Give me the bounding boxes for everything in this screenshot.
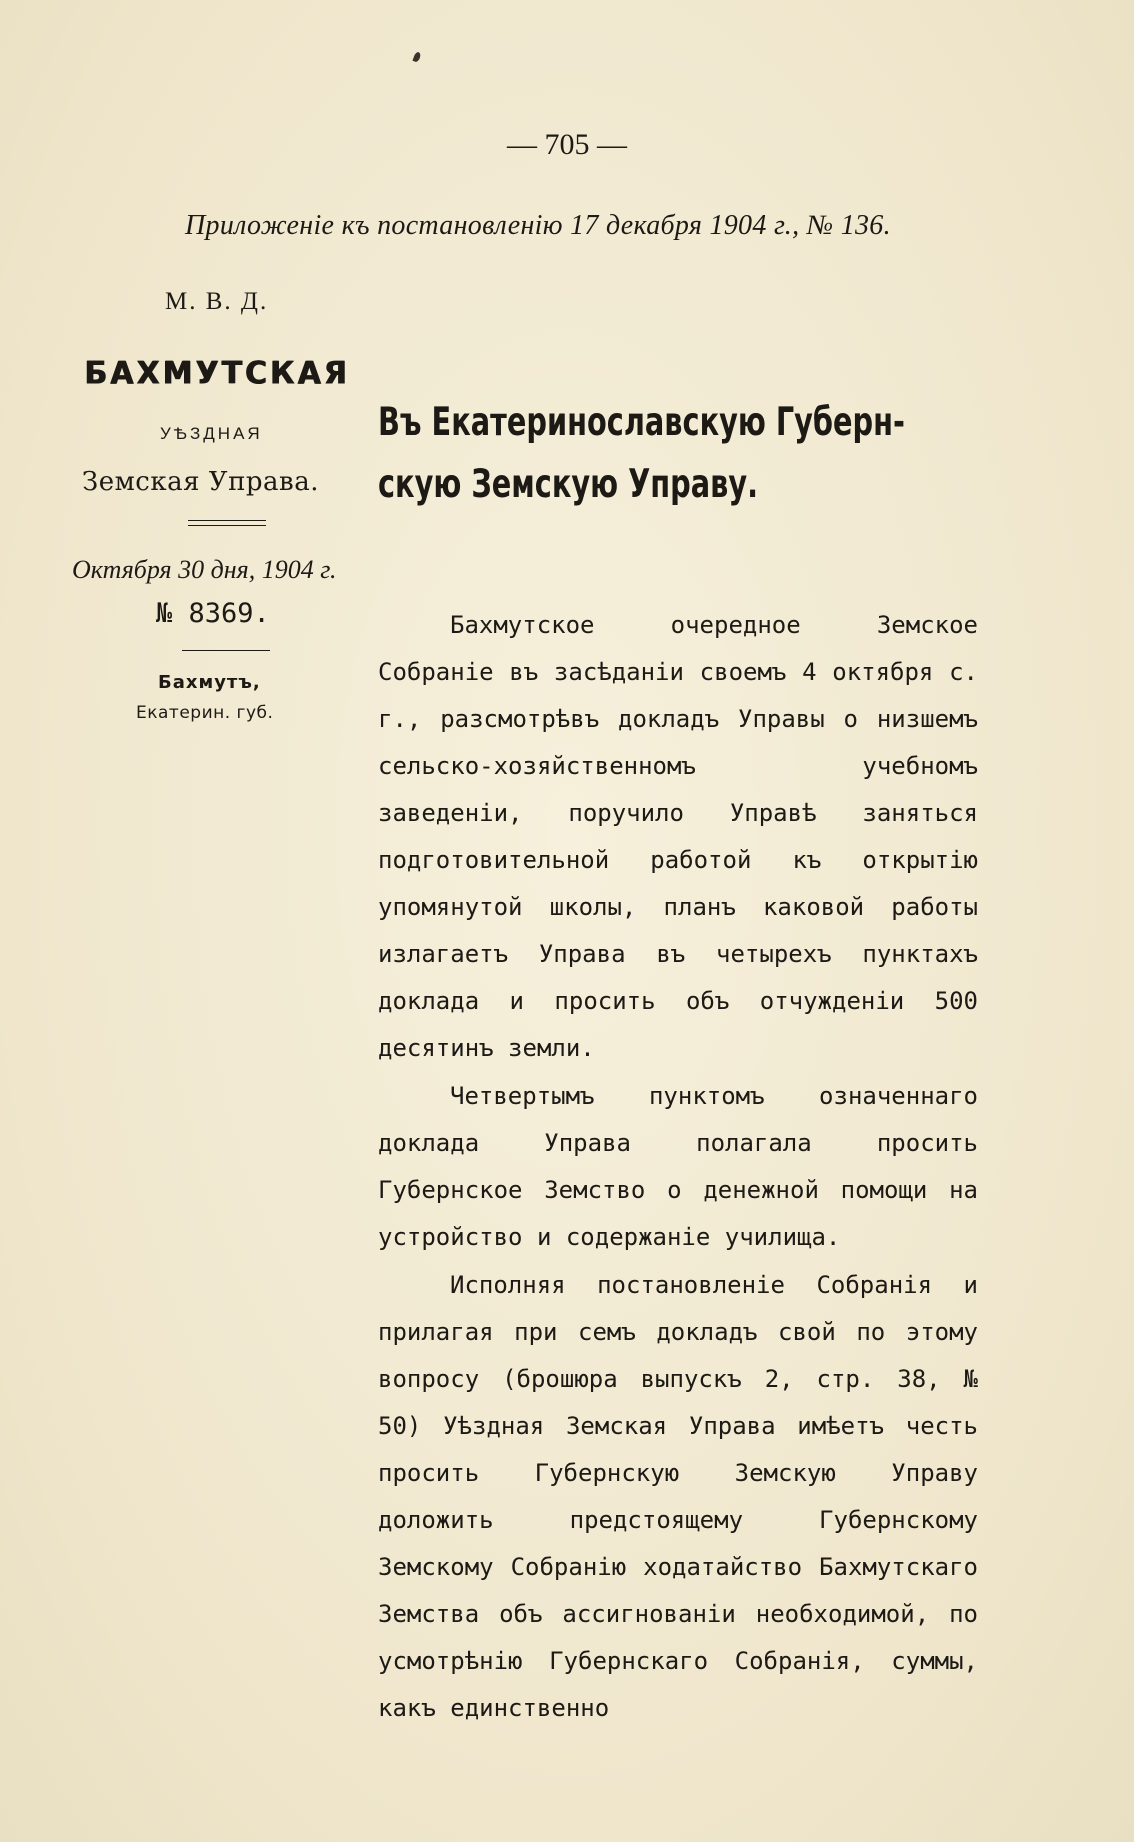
addressee-line-1: Въ Екатеринославскую Губерн- bbox=[378, 400, 905, 445]
page-number: — 705 — bbox=[507, 128, 627, 161]
letter-body bbox=[378, 602, 978, 1731]
province: Екатерин. губ. bbox=[136, 703, 274, 723]
organization-type: УѢЗДНАЯ bbox=[160, 424, 263, 443]
letter-number: № 8369. bbox=[156, 598, 270, 629]
divider-single bbox=[182, 650, 270, 651]
addressee bbox=[378, 392, 905, 516]
organization-name: БАХМУТСКАЯ bbox=[84, 355, 350, 392]
letter-date: Октября 30 дня, 1904 г. bbox=[72, 555, 337, 584]
divider-double bbox=[188, 520, 266, 526]
paragraph-3: Исполняя постановленіе Собранія и прилагая при семъ докладъ свой по этому вопросу (брошюра выпускъ 2, стр. 38, № 50) Уѣздная Земская Управа имѣетъ честь просить Губернскую Земскую Управу доложить предстоящему Губернскому Земскому Собранію ходатайство Бахмутскаго Земства объ ассигнованіи необходимой, по усмотрѣнію Губернскаго Собранія, суммы, какъ единственно bbox=[378, 1271, 978, 1722]
city: Бахмутъ, bbox=[158, 672, 261, 693]
ministry-abbreviation: М. В. Д. bbox=[165, 288, 269, 315]
paragraph-1: Бахмутское очередное Земское Собраніе въ засѣданіи своемъ 4 октября с. г., разсмотрѣвъ докладъ Управы о низшемъ сельско-хозяйственномъ учебномъ заведеніи, поручило Управѣ заняться подготовительной работой къ открытію упомянутой школы, планъ каковой работы излагаетъ Управа въ четырехъ пунктахъ доклада и просить объ отчужденіи 500 десятинъ земли. bbox=[378, 611, 978, 1062]
appendix-note: Приложеніе къ постановленію 17 декабря 1904 г., № 136. bbox=[185, 210, 891, 241]
organization-body: Земская Управа. bbox=[82, 467, 319, 497]
paragraph-2: Четвертымъ пунктомъ означеннаго доклада Управа полагала просить Губернское Земство о денежной помощи на устройство и содержаніе училища. bbox=[378, 1082, 978, 1251]
ink-mark bbox=[412, 51, 421, 62]
addressee-line-2: скую Земскую Управу. bbox=[378, 462, 759, 507]
